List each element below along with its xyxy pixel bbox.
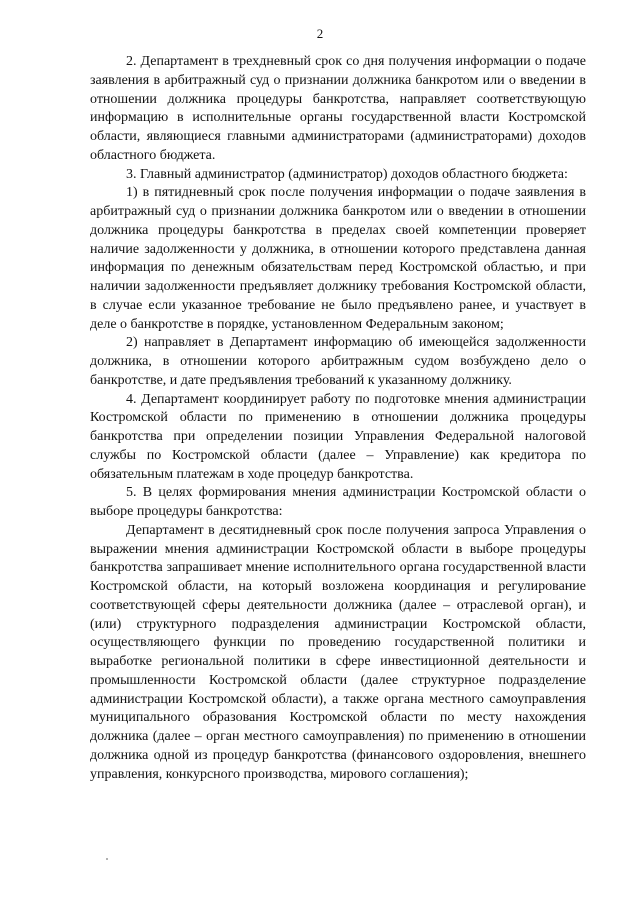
paragraph-item-2: 2. Департамент в трехдневный срок со дня получения информации о подаче заявления в арбитражный суд о признании должника банкротом или о введении в отношении должника процедуры банкротства, направляет соответствующую информацию в исполнительные органы государственной власти Костромской области, являющиеся главными администраторами (администраторами) доходов областного бюджета. [90, 54, 586, 163]
scan-speck [106, 858, 108, 860]
paragraph-item-5-body: Департамент в десятидневный срок после получения запроса Управления о выражении мнения администрации Костромской области в выборе процедуры банкротства запрашивает мнение исполнительного органа государственной власти Костромской области, на который возложена координация и регулирование соответствующей сферы деятельности должника (далее – отраслевой орган), и (или) структурного подразделения администрации Костромской области, осуществляющего функции по проведению государственной политики и выработке региональной политики в сфере инвестиционной деятельности и промышленности Костромской области (далее структурное подразделение администрации Костромской области), а также органа местного самоуправления муниципального образования Костромской области по месту нахождения должника (далее – орган местного самоуправления) по применению в отношении должника одной из процедур банкротства (финансового оздоровления, внешнего управления, конкурсного производства, мирового соглашения); [90, 522, 586, 782]
paragraph-subitem-3-1: 1) в пятидневный срок после получения информации о подаче заявления в арбитражный суд о признании должника банкротом или о введении в отношении должника процедуры банкротства в пределах своей компетенции проверяет наличие задолженности у должника, в отношении которого представлена данная информация по денежным обязательствам перед Костромской областью, и при наличии задолженности предъявляет должнику требования Костромской области, в случае если указанное требование не было предъявлено ранее, и участвует в деле о банкротстве в порядке, установленном Федеральным законом; [90, 185, 586, 332]
page-number: 2 [316, 26, 324, 41]
paragraph-item-5: 5. В целях формирования мнения администрации Костромской области о выборе процедуры банкротства: [90, 485, 586, 519]
paragraph-item-4: 4. Департамент координирует работу по подготовке мнения администрации Костромской области по применению в отношении должника процедуры банкротства при определении позиции Управления Федеральной налоговой службы по Костромской области (далее – Управление) как кредитора по обязательным платежам в ходе процедур банкротства. [90, 391, 586, 482]
paragraph-subitem-3-2: 2) направляет в Департамент информацию об имеющейся задолженности должника, в отношении которого арбитражным судом возбуждено дело о банкротстве, и дате предъявления требований к указанному должнику. [90, 335, 586, 388]
document-body [90, 53, 586, 784]
paragraph-item-3: 3. Главный администратор (администратор) доходов областного бюджета: [126, 166, 568, 182]
